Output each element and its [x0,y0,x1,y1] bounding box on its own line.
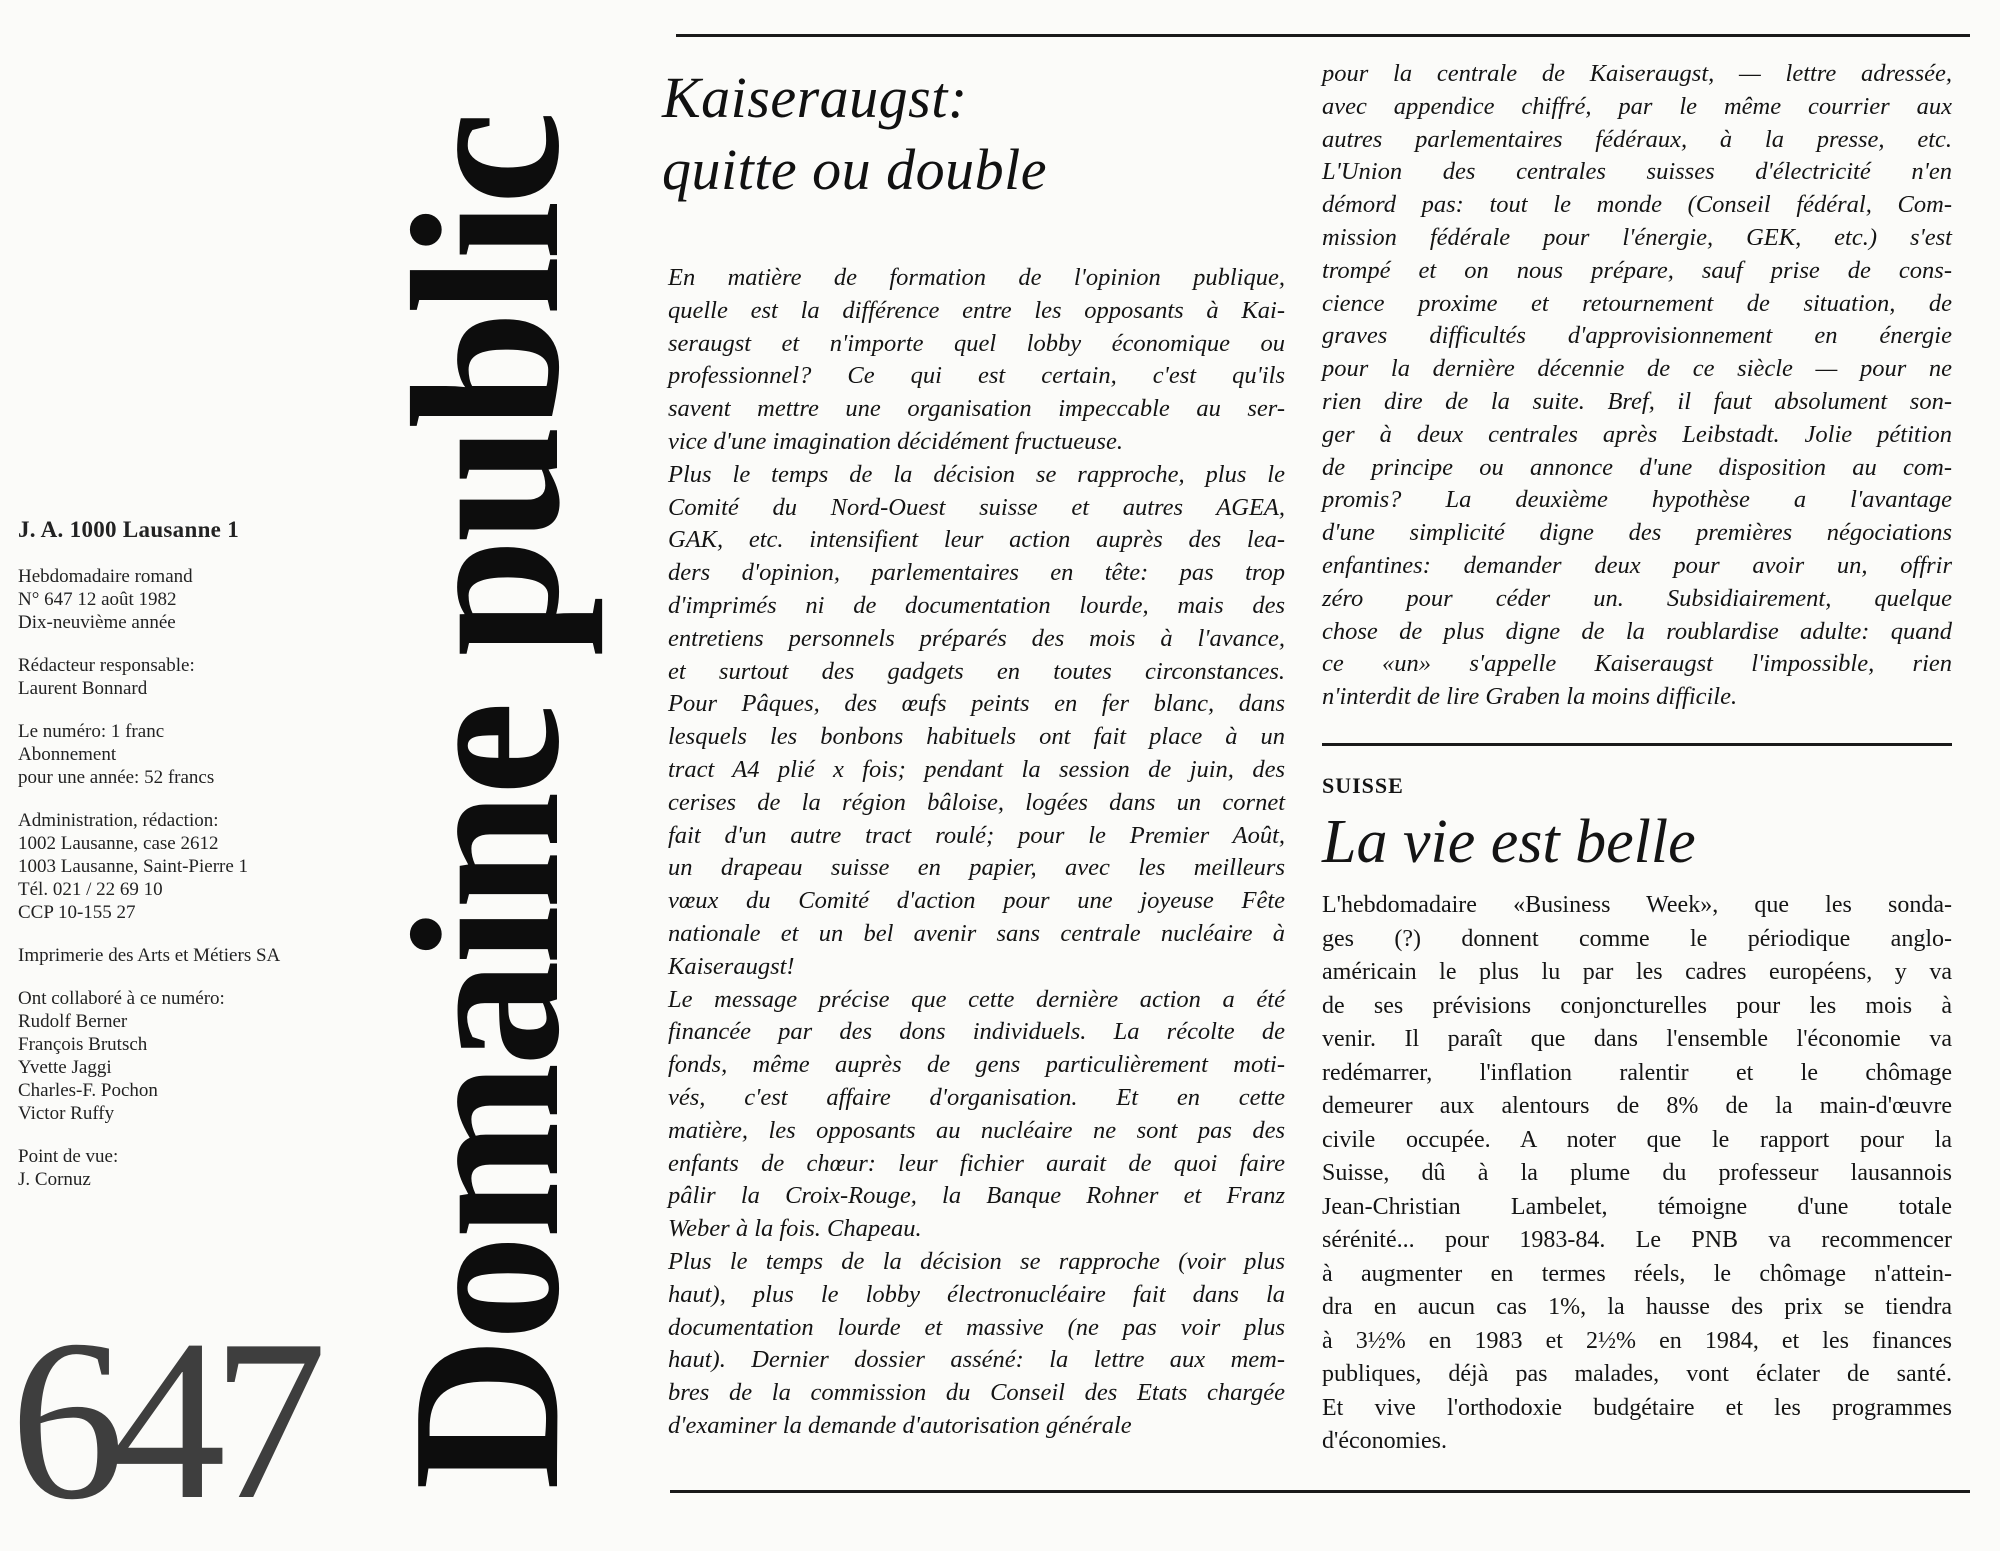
colophon-line: Hebdomadaire romand [18,566,193,587]
colophon-line: Point de vue: [18,1146,119,1167]
paragraph [1322,58,1952,714]
text-line: pâlir la Croix-Rouge, la Banque Rohner et Franz [668,1182,1285,1210]
text-line: Comité du Nord-Ouest suisse et autres AGEA, [668,493,1285,521]
colophon-line: Administration, rédaction: [18,810,219,831]
bottom-rule [670,1490,1970,1493]
text-line: cience proxime et retournement de situation, de [1322,289,1952,317]
issue-number: 647 [10,1292,313,1547]
text-line: seraugst et n'importe quel lobby économique ou [668,329,1285,357]
text-line: fait d'un autre tract roulé; pour le Premier Août, [668,821,1285,849]
text-line: lesquels les bonbons habituels ont fait place à un [668,723,1285,751]
headline-line: quitte ou double [662,137,1047,202]
headline-line: Kaiseraugst: [662,65,968,130]
text-line: de principe ou annonce d'une disposition au com- [1322,453,1952,481]
colophon-line: Abonnement [18,744,117,765]
text-line: haut). Dernier dossier asséné: la lettre aux mem- [668,1346,1285,1374]
text-line: entretiens personnels préparés des mois à l'avance, [668,624,1285,652]
text-line: Suisse, dû à la plume du professeur lausannois [1322,1160,1952,1186]
text-line: pour la dernière décennie de ce siècle — pour ne [1322,355,1952,383]
text-line: ges (?) donnent comme le périodique anglo- [1322,925,1952,952]
paragraph [668,1246,1285,1443]
text-line: sérénité... pour 1983-84. Le PNB va recommencer [1322,1227,1952,1253]
paragraph [668,262,1285,459]
text-line: enfants de chœur: leur fichier aurait de quoi faire [668,1149,1285,1177]
text-line: à 3½% en 1983 et 2½% en 1984, et les finances [1322,1327,1952,1354]
section-kicker: SUISSE [1322,773,1404,798]
colophon-line: Tél. 021 / 22 69 10 [18,879,163,900]
text-line: Jean-Christian Lambelet, témoigne d'une totale [1322,1193,1952,1220]
article-headline [662,62,1047,206]
text-line: Plus le temps de la décision se rapproche (voir plus [668,1247,1285,1275]
text-line: En matière de formation de l'opinion publique, [668,264,1285,291]
text-line: venir. Il paraît que dans l'ensemble l'économie va [1322,1026,1952,1052]
text-line: vice d'une imagination décidément fructueuse. [668,427,1123,455]
text-line: professionnel? Ce qui est certain, c'est qu'ils [668,362,1285,390]
article-column-1 [668,262,1285,1443]
text-line: L'Union des centrales suisses d'électricité n'en [1322,158,1952,186]
paragraph [668,459,1285,984]
text-line: bres de la commission du Conseil des Etats chargée [668,1379,1285,1407]
text-line: demeurer aux alentours de 8% de la main-d'œuvre [1322,1093,1952,1119]
colophon-line: N° 647 12 août 1982 [18,589,177,610]
text-line: zéro pour céder un. Subsidiairement, quelque [1322,584,1952,612]
text-line: autres parlementaires fédéraux, à la presse, etc. [1322,125,1952,153]
colophon-line: Le numéro: 1 franc [18,721,165,742]
text-line: promis? La deuxième hypothèse a l'avantage [1322,486,1952,514]
text-line: pour la centrale de Kaiseraugst, — lettre adressée, [1322,60,1952,87]
postal-code-line: J. A. 1000 Lausanne 1 [18,517,240,542]
colophon-line: 1002 Lausanne, case 2612 [18,833,219,854]
article-2-body [1322,889,1952,1459]
paragraph [1322,889,1952,1459]
colophon-line: Victor Ruffy [18,1103,115,1124]
text-line: avec appendice chiffré, par le même courrier aux [1322,92,1952,120]
colophon-line: 1003 Lausanne, Saint-Pierre 1 [18,856,249,877]
text-line: démord pas: tout le monde (Conseil fédéral, Com- [1322,191,1952,219]
text-line: documentation lourde et massive (ne pas voir plus [668,1313,1285,1341]
text-line: Plus le temps de la décision se rapproche, plus le [668,460,1285,488]
text-line: quelle est la différence entre les opposants à Kai- [668,296,1285,324]
text-line: de ses prévisions conjoncturelles pour les mois à [1322,992,1952,1019]
text-line: nationale et un bel avenir sans centrale nucléaire à [668,919,1285,947]
text-line: tract A4 plié x fois; pendant la session de juin, des [668,755,1285,783]
masthead-title: Domaine public [368,114,603,1490]
text-line: dra en aucun cas 1%, la hausse des prix se tiendra [1322,1294,1952,1320]
text-line: financée par des dons individuels. La récolte de [668,1018,1285,1046]
text-line: Kaiseraugst! [668,952,795,980]
text-line: rien dire de la suite. Bref, il faut absolument son- [1322,387,1952,415]
text-line: civile occupée. A noter que le rapport pour la [1322,1126,1952,1153]
text-line: publiques, déjà pas malades, vont éclater de santé. [1322,1361,1952,1387]
article-2-headline: La vie est belle [1322,808,1696,876]
text-line: haut), plus le lobby électronucléaire fait dans la [668,1280,1285,1308]
colophon-line: Rudolf Berner [18,1011,128,1032]
text-line: chose de plus digne de la roublardise adulte: quand [1322,617,1952,645]
colophon-line: Rédacteur responsable: [18,655,195,676]
text-line: ders d'opinion, parlementaires en tête: pas trop [668,559,1285,587]
text-line: fonds, même auprès de gens particulièrement moti- [668,1051,1285,1079]
text-line: et surtout des gadgets en toutes circonstances. [668,657,1285,685]
text-line: redémarrer, l'inflation ralentir et le chômage [1322,1059,1952,1086]
text-line: trompé et on nous prépare, sauf prise de cons- [1322,256,1952,284]
text-line: d'une simplicité digne des premières négociations [1322,519,1952,547]
text-line: Le message précise que cette dernière action a été [668,985,1285,1013]
text-line: mission fédérale pour l'énergie, GEK, etc.) s'est [1322,223,1952,251]
colophon-line: J. Cornuz [18,1169,91,1190]
edition-info [18,565,348,634]
colophon-line: Charles-F. Pochon [18,1080,158,1101]
text-line: Weber à la fois. Chapeau. [668,1215,922,1243]
column-separator-rule [1322,743,1952,746]
editor-info [18,654,348,700]
text-line: américain le plus lu par les cadres européens, y va [1322,959,1952,985]
text-line: n'interdit de lire Graben la moins difficile. [1322,683,1738,711]
text-line: vœux du Comité d'action pour une joyeuse Fête [668,887,1285,915]
text-line: ce «un» s'appelle Kaiseraugst l'impossible, rien [1322,650,1952,678]
text-line: savent mettre une organisation impeccable au ser- [668,395,1285,423]
colophon-line: CCP 10-155 27 [18,902,136,923]
top-rule [676,34,1970,37]
text-line: matière, les opposants au nucléaire ne sont pas des [668,1116,1285,1144]
text-line: d'économies. [1322,1428,1447,1454]
viewpoint-info [18,1145,348,1191]
article-column-2 [1322,58,1952,714]
paragraph [668,984,1285,1246]
admin-info [18,809,348,924]
colophon-line: Ont collaboré à ce numéro: [18,988,225,1009]
colophon-line: Laurent Bonnard [18,678,148,699]
colophon-line: François Brutsch [18,1034,148,1055]
colophon-line: pour une année: 52 francs [18,767,215,788]
text-line: d'examiner la demande d'autorisation générale [668,1411,1132,1439]
text-line: à augmenter en termes réels, le chômage n'attein- [1322,1260,1952,1287]
text-line: graves difficultés d'approvisionnement en énergie [1322,322,1952,350]
text-line: L'hebdomadaire «Business Week», que les sonda- [1322,892,1952,918]
text-line: enfantines: demander deux pour avoir un, offrir [1322,551,1952,579]
colophon-line: Yvette Jaggi [18,1057,112,1078]
colophon [18,518,348,1211]
colophon-line: Dix-neuvième année [18,612,176,633]
text-line: ger à deux centrales après Leibstadt. Jolie pétition [1322,420,1952,448]
text-line: d'imprimés ni de documentation lourde, mais des [668,591,1285,619]
contributors-info [18,987,348,1125]
price-info [18,720,348,789]
text-line: un drapeau suisse en papier, avec les meilleurs [668,854,1285,882]
text-line: GAK, etc. intensifient leur action auprès des lea- [668,526,1285,554]
text-line: vés, c'est affaire d'organisation. Et en cette [668,1083,1285,1111]
text-line: Pour Pâques, des œufs peints en fer blanc, dans [668,690,1285,718]
text-line: cerises de la région bâloise, logées dans un cornet [668,788,1285,816]
text-line: Et vive l'orthodoxie budgétaire et les programmes [1322,1394,1952,1421]
printer-info: Imprimerie des Arts et Métiers SA [18,945,281,966]
